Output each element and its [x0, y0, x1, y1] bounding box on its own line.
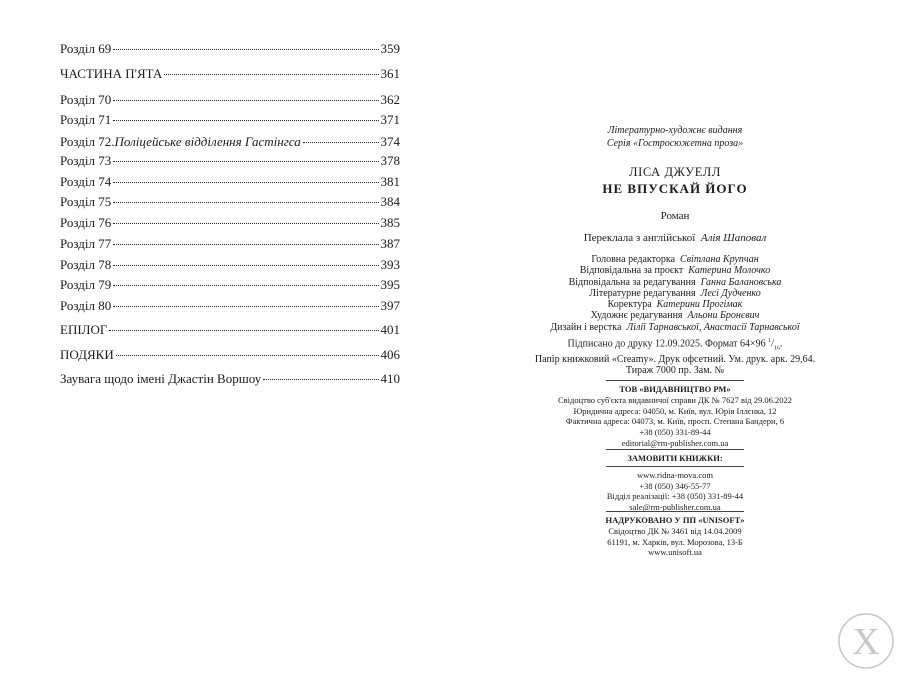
staff-credit-line [455, 299, 895, 310]
publisher-detail-line: +38 (050) 331-89-44 [639, 427, 711, 438]
toc-entry-page: 359 [380, 41, 400, 56]
toc-entry-label: Розділ 74 [60, 174, 112, 189]
toc-entry-label: Розділ 69 [60, 41, 112, 56]
publisher-name: ТОВ «ВИДАВНИЦТВО РМ» [619, 384, 731, 394]
order-detail-line: sale@rm-publisher.com.ua [629, 502, 721, 513]
divider [606, 380, 744, 381]
staff-name: Альони Бронєвич [687, 310, 760, 322]
toc-leader-dots [113, 182, 378, 183]
staff-name: Катерини Прогімак [656, 299, 743, 311]
toc-leader-dots [263, 379, 378, 380]
toc-leader-dots [113, 306, 378, 307]
toc-entry-label: ЕПІЛОГ [60, 322, 108, 337]
toc-entry [60, 235, 400, 253]
order-detail-line: www.ridna-mova.com [637, 469, 713, 480]
printer-block [455, 509, 895, 558]
order-heading: ЗАМОВИТИ КНИЖКИ: [627, 453, 723, 463]
toc-entry-page: 397 [380, 298, 400, 313]
toc-entry [60, 370, 400, 388]
staff-name: Світлана Крупчан [680, 254, 759, 265]
toc-entry-page: 362 [380, 92, 400, 107]
toc-leader-dots [113, 244, 378, 245]
toc-entry-page: 406 [380, 347, 400, 362]
signed-line-2: Папір книжковий «Creamy». Друк офсетний. Ум. друк. арк. 29,64. [534, 354, 816, 366]
toc-entry-page: 371 [380, 112, 400, 127]
toc-entry [60, 40, 400, 58]
staff-name: Ганна Балановська [700, 276, 782, 288]
toc-leader-dots [113, 285, 378, 286]
order-detail-line: +38 (050) 346-55-77 [639, 480, 711, 491]
staff-credit-line [455, 288, 895, 299]
toc-entry [60, 214, 400, 232]
toc-entry-page: 410 [380, 371, 400, 386]
printer-details [455, 526, 895, 558]
toc-entry [60, 346, 400, 364]
author-name: ЛІСА ДЖУЕЛЛ [629, 165, 721, 179]
toc-entry-label: Розділ 79 [60, 277, 112, 292]
x-circle-icon [837, 612, 895, 670]
staff-role: Дизайн і верстка [550, 321, 622, 333]
toc-entry [60, 321, 400, 339]
toc-entry-page: 384 [380, 194, 400, 209]
toc-entry-label: ЧАСТИНА П'ЯТА [60, 66, 163, 81]
translator-name: Алія Шаповал [700, 232, 767, 244]
toc-entry-subtitle: Поліцейське відділення Гастінгса [114, 134, 301, 149]
staff-credit-line [455, 322, 895, 333]
toc-entry-label: Розділ 73 [60, 153, 112, 168]
toc-entry-page: 395 [380, 277, 400, 292]
toc-entry-label: Розділ 78 [60, 257, 112, 272]
staff-role: Літературне редагування [589, 287, 696, 299]
toc-entry-page: 393 [380, 257, 400, 272]
toc-leader-dots [109, 330, 378, 331]
toc-entry [60, 111, 400, 129]
toc-leader-dots [113, 161, 378, 162]
toc-entry [60, 152, 400, 170]
staff-name: Катерина Молочко [688, 265, 771, 277]
printer-name: НАДРУКОВАНО У ПП «UNISOFT» [605, 515, 745, 525]
toc-leader-dots [303, 142, 379, 143]
toc-entry [60, 193, 400, 211]
staff-credit-line [455, 310, 895, 321]
toc-entry [60, 276, 400, 294]
toc-leader-dots [116, 355, 379, 356]
toc-entry-page: 387 [380, 236, 400, 251]
staff-credit-line [455, 254, 895, 265]
print-specs [455, 336, 895, 376]
staff-credit-line [455, 265, 895, 276]
toc-entry [60, 133, 400, 151]
toc-entry [60, 91, 400, 109]
signed-line-3: Тираж 7000 пр. Зам. № [625, 365, 725, 377]
publisher-detail-line: editorial@rm-publisher.com.ua [621, 437, 729, 448]
staff-credit-line [455, 277, 895, 288]
divider [606, 466, 744, 467]
staff-name: Лілії Тарнавської, Анастасії Тарнавської [626, 321, 800, 333]
toc-leader-dots [113, 223, 378, 224]
right-page [450, 0, 900, 674]
signed-text: Підписано до друку 12.09.2025. Формат 64×96 [567, 338, 766, 350]
series-block [455, 124, 895, 150]
toc-entry-label: Заувага щодо імені Джастін Воршоу [60, 371, 262, 386]
printer-detail-line: Свідоцтво ДК № 3461 від 14.04.2009 [608, 525, 742, 536]
order-detail-line: Відділ реалізації: +38 (050) 331-89-44 [606, 491, 744, 502]
staff-role: Художнє редагування [590, 310, 683, 322]
publisher-detail-line: Юридична адреса: 04050, м. Київ, вул. Юрія Іллєнка, 12 [573, 405, 777, 416]
toc-entry-page: 401 [380, 322, 400, 337]
toc-leader-dots [164, 74, 378, 75]
toc-entry [60, 65, 400, 83]
watermark-glyph: X [852, 621, 880, 663]
staff-name: Лесі Дудченко [700, 287, 761, 299]
order-block [455, 447, 895, 513]
toc-entry-label: Розділ 71 [60, 112, 112, 127]
toc-leader-dots [113, 100, 378, 101]
toc-entry-label: Розділ 75 [60, 194, 112, 209]
toc-leader-dots [113, 265, 378, 266]
toc-entry-label: Розділ 70 [60, 92, 112, 107]
staff-role: Головна редакторка [591, 254, 676, 265]
signed-line-1: Підписано до друку 12.09.2025. Формат 64×96 $^1/_{16}$. [567, 338, 783, 352]
toc-entry-page: 361 [380, 66, 400, 81]
toc-entry-label: Розділ 72. [60, 134, 115, 149]
toc-entry [60, 173, 400, 191]
staff-role: Відповідальна за проєкт [579, 265, 684, 277]
publisher-detail-line: Свідоцтво суб'єкта видавничої справи ДК № 7627 від 29.06.2022 [557, 394, 793, 405]
translation-line [455, 232, 895, 244]
toc-leader-dots [113, 120, 378, 121]
series-line-1: Літературно-художнє видання [607, 125, 743, 136]
series-line-2: Серія «Гостросюжетна проза» [606, 138, 744, 149]
toc-entry [60, 297, 400, 315]
toc-entry-page: 385 [380, 215, 400, 230]
toc-entry-label: ПОДЯКИ [60, 347, 114, 362]
toc-leader-dots [113, 49, 378, 50]
publisher-detail-line: Фактична адреса: 04073, м. Київ, просп. Степана Бандери, 6 [565, 416, 785, 427]
divider [606, 511, 744, 512]
toc-entry-page: 381 [380, 174, 400, 189]
printer-detail-line: www.unisoft.ua [648, 547, 702, 558]
toc-entry-label: Розділ 80 [60, 298, 112, 313]
staff-role: Відповідальна за редагування [568, 276, 696, 288]
book-title: НЕ ВПУСКАЙ ЙОГО [602, 181, 748, 196]
toc-entry-page: 374 [380, 134, 400, 149]
toc-leader-dots [113, 202, 378, 203]
toc-entry-page: 378 [380, 153, 400, 168]
divider [606, 449, 744, 450]
toc-entry-label: Розділ 76 [60, 215, 112, 230]
translation-label: Переклала з англійської [583, 232, 696, 244]
genre-label: Роман [660, 210, 690, 222]
publisher-details [455, 395, 895, 449]
format-denominator: 16 [773, 345, 780, 352]
toc-entry [60, 256, 400, 274]
order-details [455, 470, 895, 513]
staff-role: Коректура [607, 299, 652, 311]
printer-detail-line: 61191, м. Харків, вул. Морозова, 13-Б [607, 536, 743, 547]
toc-entry-label: Розділ 77 [60, 236, 112, 251]
publisher-block [455, 378, 895, 449]
staff-credits [455, 254, 895, 333]
format-numerator: 1 [768, 338, 772, 344]
